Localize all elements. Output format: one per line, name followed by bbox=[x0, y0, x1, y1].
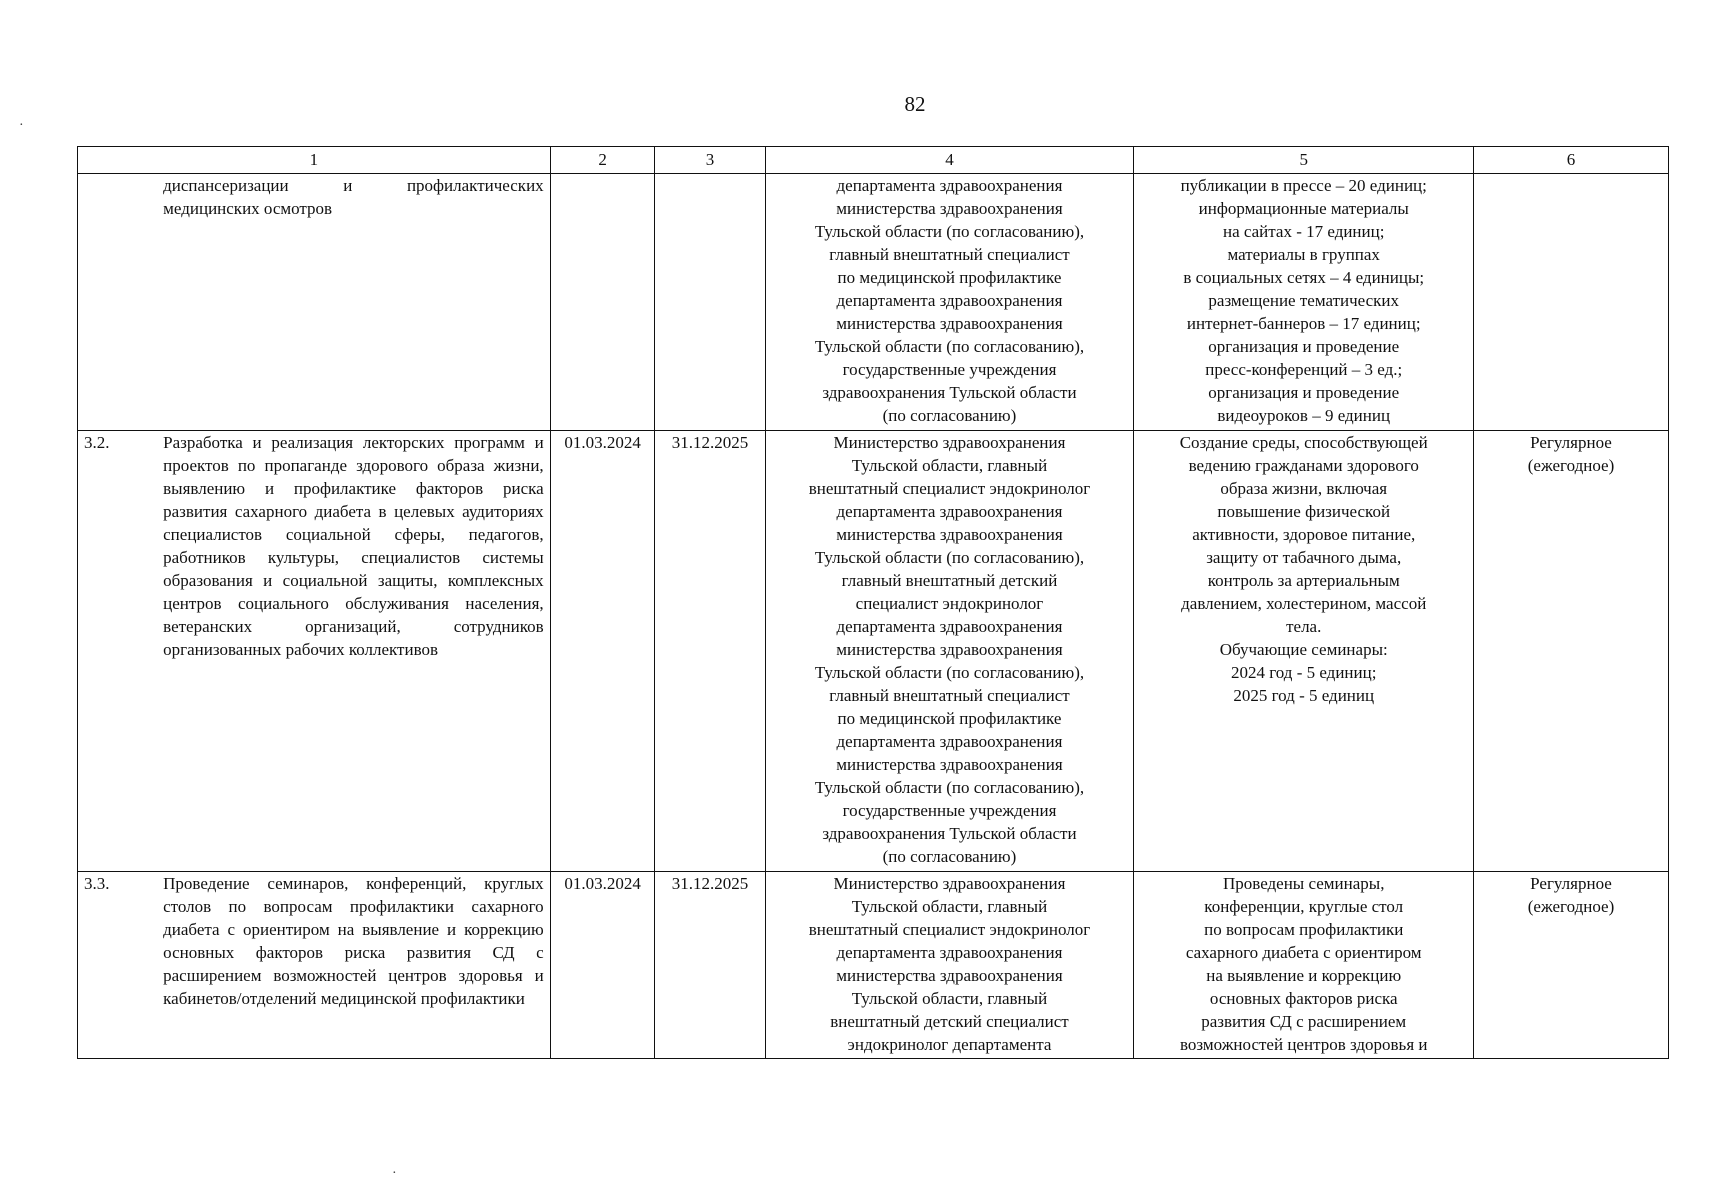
executors: Министерство здравоохранения Тульской области, главный внештатный специалист эндокринолог департамента здравоохранения министерства здравоохранения Тульской области, главный внештатный детский специалист эндокринолог департамента bbox=[765, 872, 1134, 1059]
measure-name bbox=[157, 872, 550, 1059]
start-date: 01.03.2024 bbox=[550, 431, 655, 872]
expected-result: Создание среды, способствующей ведению гражданами здорового образа жизни, включая повышение физической активности, здоровое питание, защиту от табачного дыма, контроль за артериальным давлением, холестерином, массой тела. Обучающие семинары: 2024 год - 5 единиц; 2025 год - 5 единиц bbox=[1134, 431, 1474, 872]
table-row bbox=[78, 431, 1669, 872]
end-date: 31.12.2025 bbox=[655, 431, 765, 872]
table-row bbox=[78, 174, 1669, 431]
header-cell-2: 2 bbox=[550, 147, 655, 174]
header-cell-6: 6 bbox=[1474, 147, 1669, 174]
measure-name bbox=[157, 431, 550, 872]
periodicity: Регулярное (ежегодное) bbox=[1474, 872, 1669, 1059]
measure-name bbox=[157, 174, 550, 431]
periodicity: Регулярное (ежегодное) bbox=[1474, 431, 1669, 872]
row-number: 3.3. bbox=[78, 872, 158, 1059]
measure-name-text: Разработка и реализация лекторских программ и проектов по пропаганде здорового образа жизни, выявлению и профилактике факторов риска развития сахарного диабета в целевых аудиториях специалистов социальной сферы, педагогов, работников культуры, специалистов системы образования и социальной защиты, комплексных центров социального обслуживания населения, ветеранских организаций, сотрудников организованных рабочих коллективов bbox=[163, 433, 544, 659]
table-row bbox=[78, 872, 1669, 1059]
header-cell-3: 3 bbox=[655, 147, 765, 174]
header-cell-4: 4 bbox=[765, 147, 1134, 174]
start-date: 01.03.2024 bbox=[550, 872, 655, 1059]
scan-mark: · bbox=[392, 1166, 397, 1181]
end-date: 31.12.2025 bbox=[655, 872, 765, 1059]
measure-name-text: Проведение семинаров, конференций, круглых столов по вопросам профилактики сахарного диабета с ориентиром на выявление и коррекцию основных факторов риска развития СД с расширением возможностей центров здоровья и кабинетов/отделений медицинской профилактики bbox=[163, 874, 544, 1008]
row-number bbox=[78, 174, 158, 431]
table-header-row bbox=[78, 147, 1669, 174]
row-number: 3.2. bbox=[78, 431, 158, 872]
scan-mark: · bbox=[19, 118, 24, 133]
start-date bbox=[550, 174, 655, 431]
page-number: 82 bbox=[904, 92, 926, 116]
measure-name-text: диспансеризации и профилактических медицинских осмотров bbox=[163, 176, 544, 218]
periodicity bbox=[1474, 174, 1669, 431]
measures-table bbox=[77, 146, 1669, 1059]
end-date bbox=[655, 174, 765, 431]
expected-result: Проведены семинары, конференции, круглые стол по вопросам профилактики сахарного диабета с ориентиром на выявление и коррекцию основных факторов риска развития СД с расширением возможностей центров здоровья и bbox=[1134, 872, 1474, 1059]
executors: департамента здравоохранения министерства здравоохранения Тульской области (по согласованию), главный внештатный специалист по медицинской профилактике департамента здравоохранения министерства здравоохранения Тульской области (по согласованию), государственные учреждения здравоохранения Тульской области (по согласованию) bbox=[765, 174, 1134, 431]
expected-result: публикации в прессе – 20 единиц; информационные материалы на сайтах - 17 единиц; материалы в группах в социальных сетях – 4 единицы; размещение тематических интернет-баннеров – 17 единиц; организация и проведение пресс-конференций – 3 ед.; организация и проведение видеоуроков – 9 единиц bbox=[1134, 174, 1474, 431]
header-cell-1: 1 bbox=[78, 147, 551, 174]
header-cell-5: 5 bbox=[1134, 147, 1474, 174]
executors: Министерство здравоохранения Тульской области, главный внештатный специалист эндокринолог департамента здравоохранения министерства здравоохранения Тульской области (по согласованию), главный внештатный детский специалист эндокринолог департамента здравоохранения министерства здравоохранения Тульской области (по согласованию), главный внештатный специалист по медицинской профилактике департамента здравоохранения министерства здравоохранения Тульской области (по согласованию), государственные учреждения здравоохранения Тульской области (по согласованию) bbox=[765, 431, 1134, 872]
